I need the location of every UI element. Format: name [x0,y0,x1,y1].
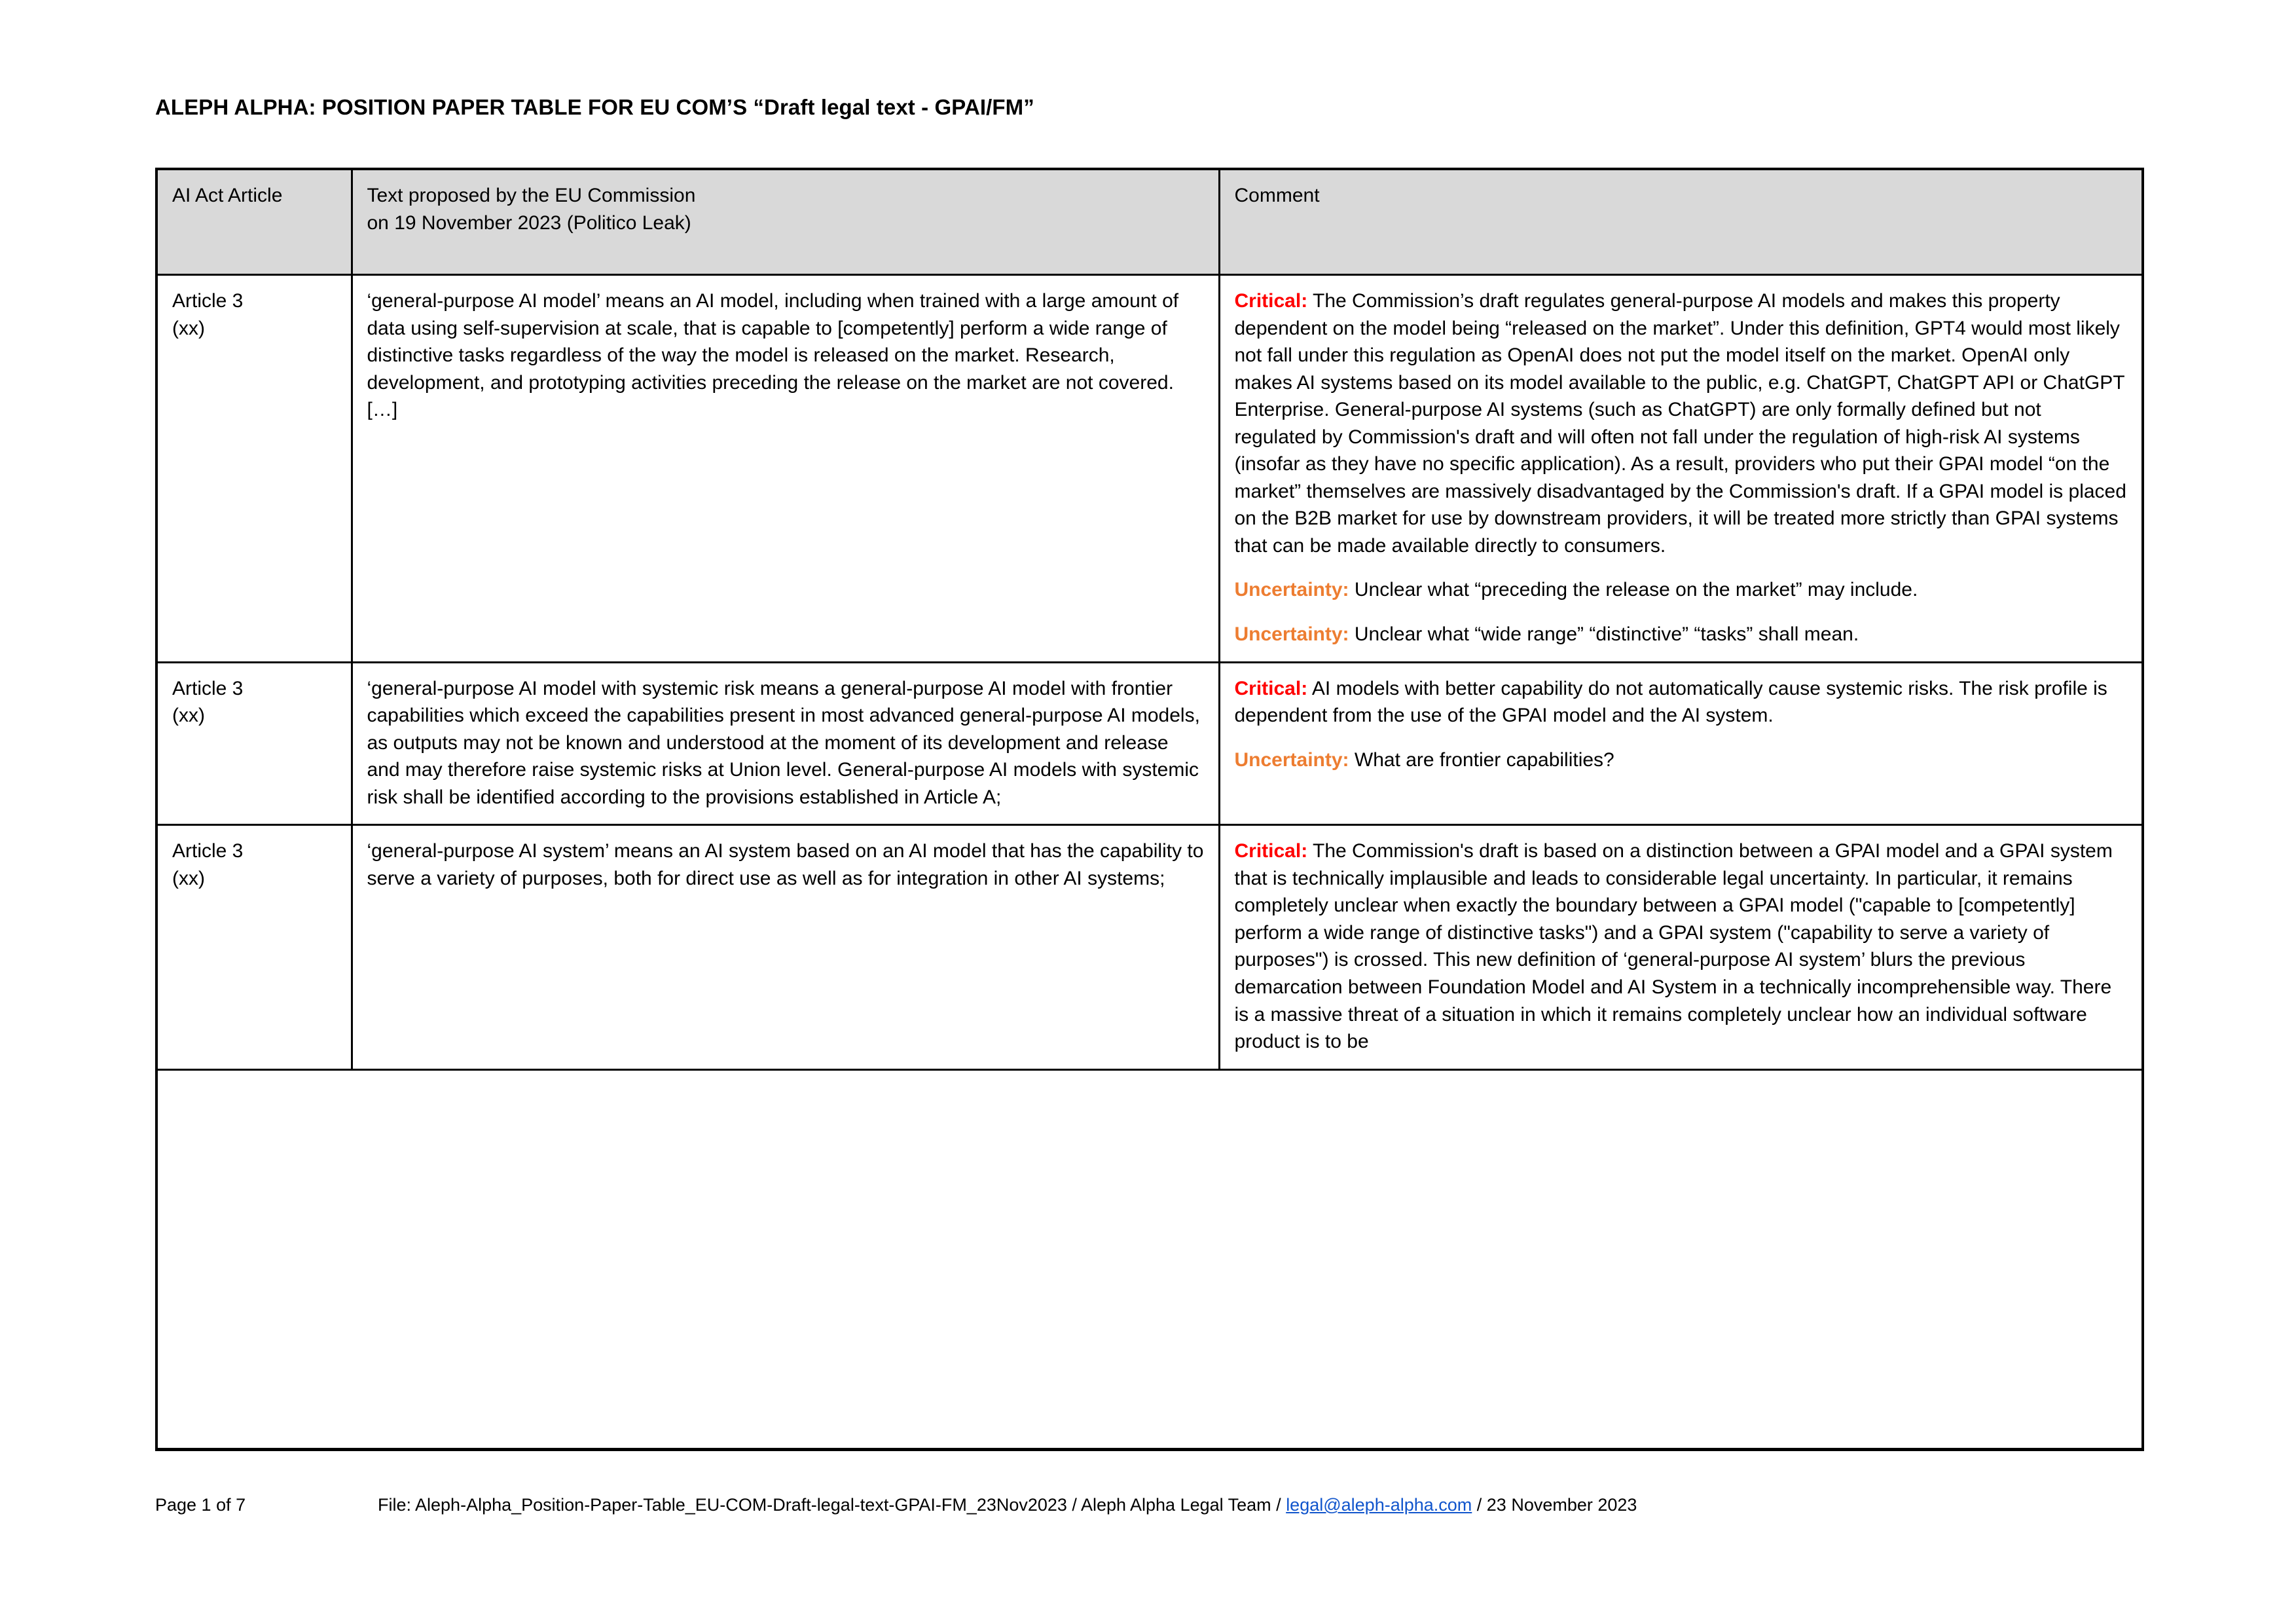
column-header-article-label: AI Act Article [172,185,283,206]
comment-text: Unclear what “wide range” “distinctive” “tasks” shall mean. [1349,623,1859,646]
article-cell [158,275,352,663]
footer-date: / 23 November 2023 [1472,1495,1637,1515]
proposed-text-paragraph: ‘general-purpose AI model’ means an AI model, including when trained with a large amount of data using self-supervision at scale, that is capable to [competently] perform a wide range of distinctive tasks regardless of the way the model is released on the market. Research, development, and prototyping activities preceding the release on the market are not covered. […] [367,290,1179,421]
comment-text: AI models with better capability do not automatically cause systemic risks. The risk profile is dependent from the use of the GPAI model and the AI system. [1234,677,2107,727]
uncertainty-label: Uncertainty: [1234,748,1349,771]
column-header-comment [1219,170,2141,275]
contact-email-link[interactable]: legal@aleph-alpha.com [1286,1495,1472,1515]
comment-cell [1219,662,2141,825]
comment-text: What are frontier capabilities? [1349,748,1614,771]
footer-file-info: File: Aleph-Alpha_Position-Paper-Table_EU-COM-Draft-legal-text-GPAI-FM_23Nov2023 / Aleph Alpha Legal Team / [378,1495,1286,1515]
article-cell [158,825,352,1069]
article-cell-line2: (xx) [172,317,205,339]
comment-text: The Commission's draft is based on a distinction between a GPAI model and a GPAI system that is technically implausible and leads to considerable legal uncertainty. In particular, it remains completely unclear when exactly the boundary between a GPAI model ("capable to [competently] perform a wide range of distinctive tasks") and a GPAI system ("capability to serve a variety of purposes") is crossed. This new definition of ‘general-purpose AI system’ blurs the previous demarcation between Foundation Model and AI System in a technically incomprehensible way. There is a massive threat of a situation in which it remains completely unclear how an individual software product is to be [1234,840,2113,1053]
proposed-text-cell [352,662,1219,825]
proposed-text-paragraph: ‘general-purpose AI model with systemic risk means a general-purpose AI model with frontier capabilities which exceed the capabilities present in most advanced general-purpose AI models, as outputs may not be known and understood at the moment of its development and release and may therefore raise systemic risks at Union level. General-purpose AI models with systemic risk shall be identified according to the provisions established in Article A; [367,677,1200,808]
comment-paragraph [1235,621,2129,648]
article-cell-line1: Article 3 [172,677,244,699]
uncertainty-label: Uncertainty: [1234,579,1349,601]
article-cell-line2: (xx) [172,705,205,727]
article-cell-line2: (xx) [172,867,205,889]
article-cell [158,662,352,825]
critical-label: Critical: [1234,677,1308,699]
table-header [158,170,2141,275]
comment-paragraph [1235,287,2129,559]
comment-text: Unclear what “preceding the release on the market” may include. [1349,579,1918,601]
table-row [158,275,2141,663]
column-header-comment-label: Comment [1234,185,1320,206]
comment-cell [1219,275,2141,663]
page-footer [155,1495,2145,1515]
proposed-text-cell [352,275,1219,663]
uncertainty-label: Uncertainty: [1234,623,1349,646]
column-header-proposed-text-line2: on 19 November 2023 (Politico Leak) [367,212,691,234]
column-header-article [158,170,352,275]
critical-label: Critical: [1234,840,1308,862]
comment-paragraph [1235,675,2129,729]
page-title: ALEPH ALPHA: POSITION PAPER TABLE FOR EU COM’S “Draft legal text - GPAI/FM” [155,95,1034,119]
column-header-proposed-text [352,170,1219,275]
proposed-text-cell [352,825,1219,1069]
position-paper-table [158,170,2141,1071]
comment-cell [1219,825,2141,1069]
table-body [158,275,2141,1070]
critical-label: Critical: [1234,290,1308,312]
page-number: Page 1 of 7 [155,1495,246,1515]
column-header-proposed-text-line1: Text proposed by the EU Commission [367,185,696,206]
table-row [158,825,2141,1069]
table-row [158,662,2141,825]
table-header-row [158,170,2141,275]
proposed-text-paragraph: ‘general-purpose AI system’ means an AI system based on an AI model that has the capability to serve a variety of purposes, both for direct use as well as for integration in other AI systems; [367,840,1204,889]
comment-text: The Commission’s draft regulates general-purpose AI models and makes this property dependent on the model being “released on the market”. Under this definition, GPT4 would most likely not fall under this regulation as OpenAI does not put the model itself on the market. OpenAI only makes AI systems based on its model available to the public, e.g. ChatGPT, ChatGPT API or ChatGPT Enterprise. General-purpose AI systems (such as ChatGPT) are only formally defined but not regulated by Commission's draft and will often not fall under the regulation of high-risk AI systems (insofar as they have no specific application). As a result, providers who put their GPAI model “on the market” themselves are massively disadvantaged by the Commission's draft. If a GPAI model is placed on the B2B market for use by downstream providers, it will be treated more strictly than GPAI systems that can be made available directly to consumers. [1234,290,2126,557]
comment-paragraph [1235,838,2129,1055]
position-paper-table-container [155,168,2144,1451]
article-cell-line1: Article 3 [172,290,244,312]
comment-paragraph [1235,576,2129,604]
comment-paragraph [1235,747,2129,774]
article-cell-line1: Article 3 [172,840,244,862]
